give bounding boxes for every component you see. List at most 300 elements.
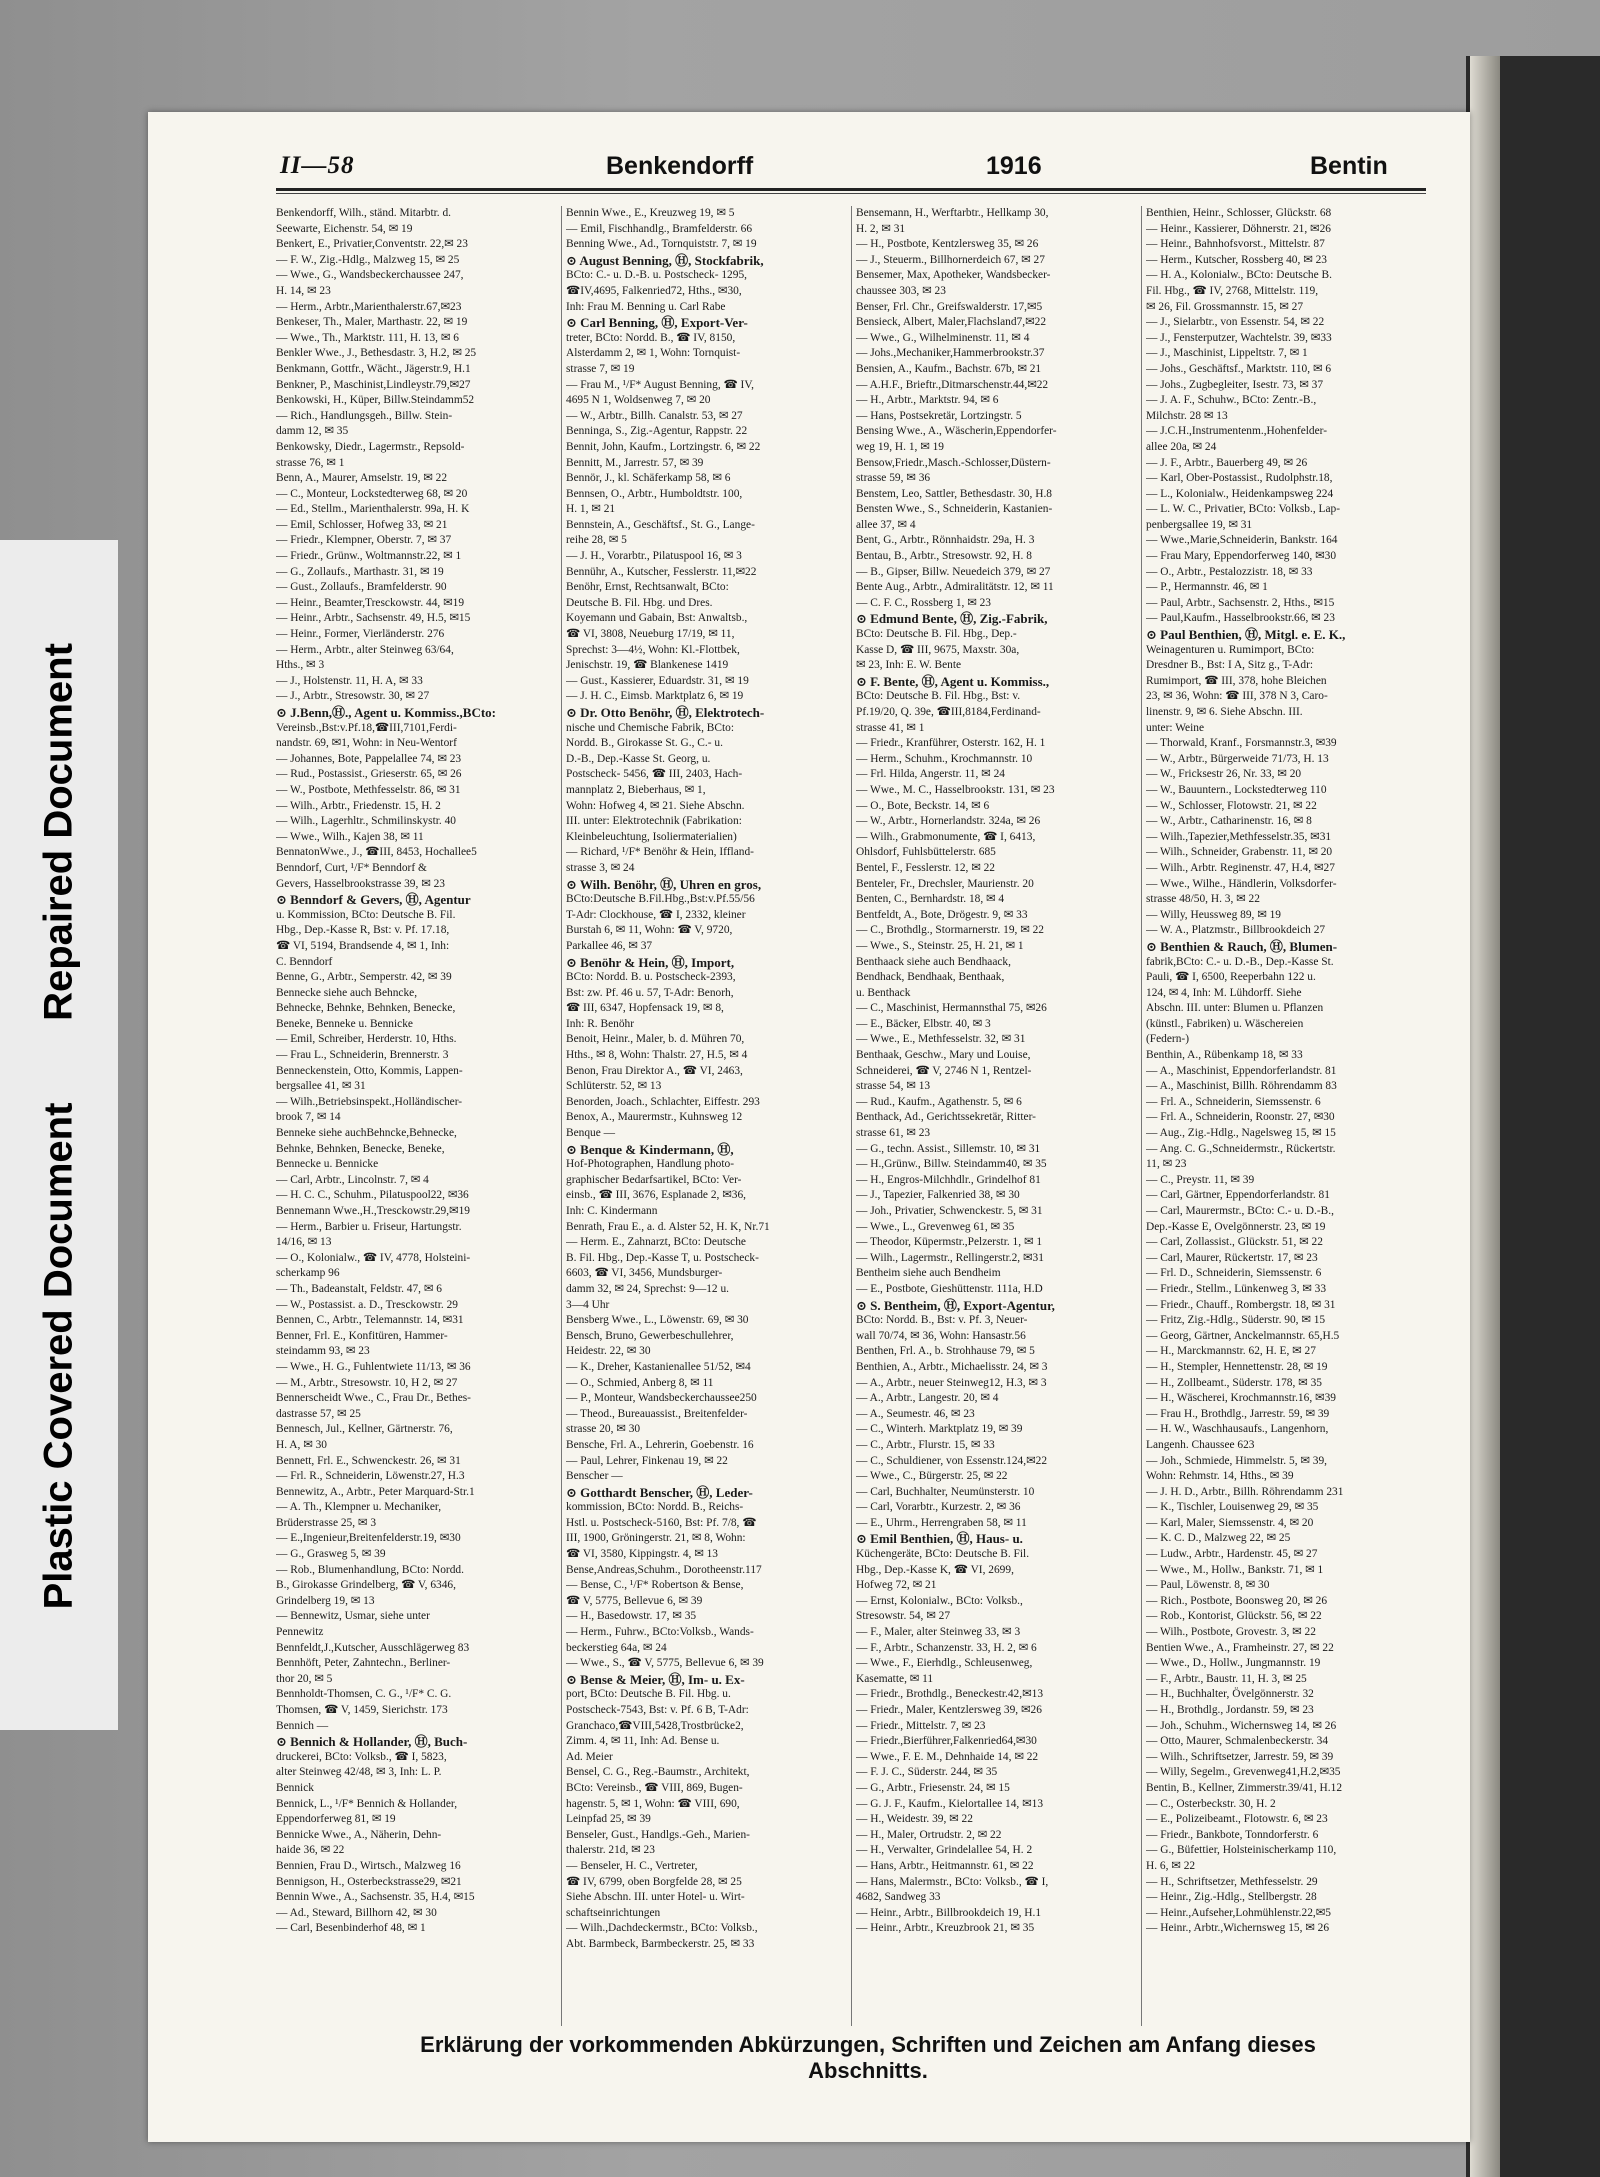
directory-entry: Rumimport, ☎ III, 378, hohe Bleichen xyxy=(1146,674,1327,687)
directory-entry: — Gust., Zollaufs., Bramfelderstr. 90 xyxy=(276,581,447,594)
directory-entry: Benon, Frau Direktor A., ☎ VI, 2463, xyxy=(566,1064,743,1077)
directory-entry: Benn, A., Maurer, Amselstr. 19, ✉ 22 xyxy=(276,472,448,485)
directory-entry: H. 6, ✉ 22 xyxy=(1146,1859,1196,1872)
directory-entry: — Willy, Heussweg 89, ✉ 19 xyxy=(1146,908,1282,921)
directory-entry: H. A, ✉ 30 xyxy=(276,1438,327,1451)
directory-entry: — Thorwald, Kranf., Forsmannstr.3, ✉39 xyxy=(1146,737,1337,750)
directory-entry: linenstr. 9, ✉ 6. Siehe Abschn. III. xyxy=(1146,706,1303,718)
directory-entry: — Carl, Gärtner, Eppendorferlandstr. 81 xyxy=(1146,1189,1330,1202)
directory-entry: — Emil, Fischhandlg., Bramfelderstr. 66 xyxy=(566,222,753,235)
directory-entry: — L., Kolonialw., Heidenkampsweg 224 xyxy=(1146,487,1334,500)
directory-entry: III. unter: Elektrotechnik (Fabrikation: xyxy=(566,815,742,828)
directory-entry: Inh: Frau M. Benning u. Carl Rabe xyxy=(566,300,726,313)
directory-entry: Bensel, C. G., Reg.-Baumstr., Architekt, xyxy=(566,1766,750,1779)
directory-entry: Burstah 6, ✉ 11, Wohn: ☎ V, 9720, xyxy=(566,924,733,937)
directory-entry: Inh: C. Kindermann xyxy=(566,1205,658,1217)
directory-entry: reihe 28, ✉ 5 xyxy=(566,534,627,547)
running-head-right: Bentin xyxy=(1310,152,1388,180)
directory-entry: — Paul, Arbtr., Sachsenstr. 2, Hths., ✉15 xyxy=(1146,596,1335,609)
directory-entry: — Wilh., Schriftsetzer, Jarrestr. 59, ✉ 39 xyxy=(1146,1750,1334,1763)
directory-entry: — Friedr., Grünw., Woltmannstr.22, ✉ 1 xyxy=(276,550,462,563)
directory-entry: — Wwe., H. G., Fuhlentwiete 11/13, ✉ 36 xyxy=(276,1360,471,1373)
directory-entry: H. 2, ✉ 31 xyxy=(856,222,906,235)
directory-entry: — Friedr.,Bierführer,Falkenried64,✉30 xyxy=(856,1735,1037,1748)
directory-entry: Bennesch, Jul., Kellner, Gärtnerstr. 76, xyxy=(276,1423,453,1436)
directory-entry: Kasse D, ☎ III, 9675, Maxstr. 30a, xyxy=(856,643,1020,656)
directory-entry: — Heinr., Zig.-Hdlg., Stellbergstr. 28 xyxy=(1146,1891,1317,1904)
directory-entry: Deutsche B. Fil. Hbg. und Dres. xyxy=(566,596,713,609)
directory-entry: — J., Steuerm., Billhornerdeich 67, ✉ 27 xyxy=(856,253,1045,266)
directory-entry: — G., Grasweg 5, ✉ 39 xyxy=(276,1548,386,1561)
directory-entry: — W. A., Platzmstr., Billbrookdeich 27 xyxy=(1146,924,1326,937)
directory-entry: — G., techn. Assist., Sillemstr. 10, ✉ 31 xyxy=(856,1142,1041,1155)
directory-entry: — Joh., Schuhm., Wichernsweg 14, ✉ 26 xyxy=(1146,1719,1337,1732)
directory-entry: C. Benndorf xyxy=(276,955,333,968)
directory-entry: BCto: C.- u. D.-B. u. Postscheck- 1295, xyxy=(566,269,747,282)
directory-entry: — Wwe., S., ☎ V, 5775, Bellevue 6, ✉ 39 xyxy=(566,1657,764,1670)
directory-entry: bergsallee 41, ✉ 31 xyxy=(276,1080,366,1093)
directory-entry: — Rud., Kaufm., Agathenstr. 5, ✉ 6 xyxy=(856,1095,1022,1108)
directory-entry: — Wwe., L., Grevenweg 61, ✉ 35 xyxy=(856,1220,1015,1233)
directory-entry: strasse 54, ✉ 13 xyxy=(856,1080,931,1093)
directory-entry: — Herm., Fuhrw., BCto:Volksb., Wands- xyxy=(566,1626,754,1639)
directory-entry: — Wilh., Postbote, Grovestr. 3, ✉ 22 xyxy=(1146,1626,1316,1639)
directory-entry: Benöhr, Ernst, Rechtsanwalt, BCto: xyxy=(566,581,729,594)
directory-entry: Bennemann Wwe.,H.,Tresckowstr.29,✉19 xyxy=(276,1205,470,1217)
directory-entry: wall 70/74, ✉ 36, Wohn: Hansastr.56 xyxy=(856,1329,1026,1342)
directory-entry: Bentien Wwe., A., Framheinstr. 27, ✉ 22 xyxy=(1146,1641,1334,1654)
directory-entry: Benthen, Frl. A., b. Strohhause 79, ✉ 5 xyxy=(856,1345,1035,1358)
directory-entry: — Ang. C. G.,Schneidermstr., Rückertstr. xyxy=(1146,1142,1336,1155)
directory-entry: Bennit, John, Kaufm., Lortzingstr. 6, ✉ 22 xyxy=(566,440,761,453)
directory-entry: Benox, A., Maurermstr., Kuhnsweg 12 xyxy=(566,1111,743,1124)
abbreviations-note: Erklärung der vorkommenden Abkürzungen, Schriften und Zeichen am Anfang dieses Abschnitts. xyxy=(420,2032,1316,2083)
directory-entry: Bente Aug., Arbtr., Admiralitätstr. 12, ✉ 11 xyxy=(856,581,1054,594)
directory-entry: — Bense, C., ¹/F* Robertson & Bense, xyxy=(566,1579,744,1592)
directory-entry: einsb., ☎ III, 3676, Esplanade 2, ✉36, xyxy=(566,1189,747,1202)
directory-entry: — W., Arbtr., Billh. Canalstr. 53, ✉ 27 xyxy=(566,409,743,422)
directory-entry: Ohlsdorf, Fuhlsbüttelerstr. 685 xyxy=(856,846,996,859)
directory-entry: — A., Maschinist, Billh. Röhrendamm 83 xyxy=(1146,1080,1337,1093)
directory-entry: Pf.19/20, Q. 39e, ☎III,8184,Ferdinand- xyxy=(856,706,1041,718)
directory-entry: ⊙ Benque & Kindermann, Ⓗ, xyxy=(566,1141,734,1157)
directory-entry: — Herm. E., Zahnarzt, BCto: Deutsche xyxy=(566,1236,746,1249)
directory-entry: — F., Arbtr., Schanzenstr. 33, H. 2, ✉ 6 xyxy=(856,1641,1037,1654)
directory-entry: nandstr. 69, ✉1, Wohn: in Neu-Wentorf xyxy=(276,737,457,750)
directory-entry: Vereinsb.,Bst:v.Pf.18,☎III,7101,Ferdi- xyxy=(276,721,457,734)
directory-entry: — Wilh.,Betriebsinspekt.,Holländischer- xyxy=(276,1095,463,1108)
directory-entry: — Wilh.,Dachdeckermstr., BCto: Volksb., xyxy=(566,1922,758,1935)
directory-entry: Benkert, E., Privatier,Conventstr. 22,✉ 23 xyxy=(276,238,468,251)
directory-entry: ☎IV,4695, Falkenried72, Hths., ✉30, xyxy=(566,284,742,297)
directory-entry: T-Adr: Clockhouse, ☎ I, 2332, kleiner xyxy=(566,908,746,921)
directory-entry: — Heinr., Arbtr., Kreuzbrook 21, ✉ 35 xyxy=(856,1922,1035,1935)
directory-entry: — Wwe., Th., Marktstr. 111, H. 13, ✉ 6 xyxy=(276,331,459,344)
directory-entry: — Frau Mary, Eppendorferweg 140, ✉30 xyxy=(1146,550,1337,563)
directory-entry: — C., Brothdlg., Stormarnerstr. 19, ✉ 22 xyxy=(856,924,1044,937)
directory-entry: Bentin, B., Kellner, Zimmerstr.39/41, H.12 xyxy=(1146,1781,1343,1794)
directory-entry: Zimm. 4, ✉ 11, Inh: Ad. Bense u. xyxy=(566,1735,720,1748)
directory-entry: — H., Verwalter, Grindelallee 54, H. 2 xyxy=(856,1844,1033,1857)
directory-entry: — W., Fricksestr 26, Nr. 33, ✉ 20 xyxy=(1146,768,1302,781)
directory-entry: — J. H. D., Arbtr., Billh. Röhrendamm 231 xyxy=(1146,1485,1344,1498)
directory-entry: — A., Seumestr. 46, ✉ 23 xyxy=(856,1407,975,1420)
directory-entry: — Karl, Maler, Siemssenstr. 4, ✉ 20 xyxy=(1146,1516,1314,1529)
directory-entry: ☎ VI, 5194, Brandsende 4, ✉ 1, Inh: xyxy=(276,939,450,952)
directory-entry: Benthin, A., Rübenkamp 18, ✉ 33 xyxy=(1146,1049,1303,1062)
directory-entry: weg 19, H. 1, ✉ 19 xyxy=(856,440,945,453)
directory-entry: Bennich — xyxy=(276,1719,329,1732)
directory-entry: Weinagenturen u. Rumimport, BCto: xyxy=(1146,643,1315,656)
directory-entry: — Frl. A., Schneiderin, Roonstr. 27, ✉30 xyxy=(1146,1111,1335,1124)
directory-entry: Pennewitz xyxy=(276,1626,324,1639)
directory-entry: — E., Postbote, Gieshüttenstr. 111a, H.D xyxy=(856,1282,1043,1295)
directory-entry: — F. J. C., Süderstr. 244, ✉ 35 xyxy=(856,1766,998,1779)
directory-entry: kommission, BCto: Nordd. B., Reichs- xyxy=(566,1501,744,1514)
directory-entry: — Wwe., Wilhe., Händlerin, Volksdorfer- xyxy=(1146,877,1337,890)
directory-entry: — K., Dreher, Kastanienallee 51/52, ✉4 xyxy=(566,1360,751,1373)
directory-entry: strasse 41, ✉ 1 xyxy=(856,721,925,734)
directory-entry: Bent, G., Arbtr., Rönnhaidstr. 29a, H. 3 xyxy=(856,534,1035,547)
directory-entry: ⊙ Wilh. Benöhr, Ⓗ, Uhren en gros, xyxy=(566,876,762,892)
directory-entry: Bendhack, Bendhaak, Benthaak, xyxy=(856,971,1005,984)
directory-entry: Leinpfad 25, ✉ 39 xyxy=(566,1813,651,1826)
directory-entry: — Heinr.,Aufseher,Lohmühlenstr.22,✉5 xyxy=(1146,1906,1331,1919)
directory-entry: Wohn: Hofweg 4, ✉ 21. Siehe Abschn. xyxy=(566,799,745,812)
directory-entry: ⊙ Benthien & Rauch, Ⓗ, Blumen- xyxy=(1146,938,1338,954)
directory-entry: 124, ✉ 4, Inh: M. Lühdorff. Siehe xyxy=(1146,986,1302,999)
page-header xyxy=(280,152,1420,186)
directory-entry: — O., Bote, Beckstr. 14, ✉ 6 xyxy=(856,799,990,812)
directory-entry: BCto: Nordd. B. u. Postscheck-2393, xyxy=(566,971,736,984)
directory-entry: — Wilh., Arbtr. Reginenstr. 47, H.4, ✉27 xyxy=(1146,861,1335,874)
directory-entry: — J., Maschinist, Lippeltstr. 7, ✉ 1 xyxy=(1146,347,1308,360)
header-rule xyxy=(276,188,1426,191)
directory-entry: — W., Schlosser, Flotowstr. 21, ✉ 22 xyxy=(1146,799,1317,812)
directory-entry: Hbg., Dep.-Kasse K, ☎ VI, 2699, xyxy=(856,1563,1014,1576)
directory-entry: ⊙ Emil Benthien, Ⓗ, Haus- u. xyxy=(856,1531,1023,1547)
directory-entry: Abt. Barmbeck, Barmbeckerstr. 25, ✉ 33 xyxy=(566,1937,755,1950)
directory-entry: Bennecke siehe auch Behncke, xyxy=(276,986,418,999)
directory-entry: — Benseler, H. C., Vertreter, xyxy=(566,1859,698,1872)
directory-entry: Bensemer, Max, Apotheker, Wandsbecker- xyxy=(856,269,1051,282)
directory-entry: — Johannes, Bote, Pappelallee 74, ✉ 23 xyxy=(276,752,462,765)
directory-entry: — Friedr., Bankbote, Tonndorferstr. 6 xyxy=(1146,1828,1319,1841)
directory-entry: Inh: R. Benöhr xyxy=(566,1017,635,1030)
directory-entry: BCto: Vereinsb., ☎ VIII, 869, Bugen- xyxy=(566,1781,743,1794)
directory-entry: ⊙ August Benning, Ⓗ, Stockfabrik, xyxy=(566,252,764,268)
directory-entry: Eppendorferweg 81, ✉ 19 xyxy=(276,1813,396,1826)
directory-entry: brook 7, ✉ 14 xyxy=(276,1111,341,1124)
directory-entry: — Wwe., F. E. M., Dehnhaide 14, ✉ 22 xyxy=(856,1750,1039,1763)
directory-entry: Nordd. B., Girokasse St. G., C.- u. xyxy=(566,737,723,750)
directory-entry: — Hans, Arbtr., Heitmannstr. 61, ✉ 22 xyxy=(856,1859,1034,1872)
directory-entry: Bentau, B., Arbtr., Stresowstr. 92, H. 8 xyxy=(856,550,1032,563)
directory-entry: Bensing Wwe., A., Wäscherin,Eppendorfer- xyxy=(856,425,1057,438)
directory-entry: dastrasse 57, ✉ 25 xyxy=(276,1407,361,1420)
directory-entry: Bennsen, O., Arbtr., Humboldtstr. 100, xyxy=(566,487,743,500)
directory-entry: Bennett, Frl. E., Schwenckestr. 26, ✉ 31 xyxy=(276,1454,461,1467)
directory-entry: Beneke, Benneke u. Bennicke xyxy=(276,1017,413,1030)
directory-entry: — Herm., Schuhm., Krochmannstr. 10 xyxy=(856,752,1033,765)
directory-entry: — O., Schmied, Anberg 8, ✉ 11 xyxy=(566,1376,714,1389)
directory-entry: — Friedr., Stellm., Lünkenweg 3, ✉ 33 xyxy=(1146,1282,1327,1295)
directory-entry: — Ad., Steward, Billhorn 42, ✉ 30 xyxy=(276,1906,437,1919)
directory-entry: — C., Preystr. 11, ✉ 39 xyxy=(1146,1173,1255,1186)
directory-entry: — Carl, Maurer, Rückertstr. 17, ✉ 23 xyxy=(1146,1251,1318,1264)
directory-entry: strasse 61, ✉ 23 xyxy=(856,1127,931,1140)
directory-entry: — H.,Grünw., Billw. Steindamm40, ✉ 35 xyxy=(856,1158,1047,1171)
directory-entry: — Joh., Privatier, Schwenckestr. 5, ✉ 31 xyxy=(856,1205,1043,1217)
directory-entry: — Wwe., M. C., Hasselbrookstr. 131, ✉ 23 xyxy=(856,783,1055,796)
directory-entry: — Wwe., G., Wilhelminenstr. 11, ✉ 4 xyxy=(856,331,1030,344)
directory-entry: Hstl. u. Postscheck-5160, Bst: Pf. 7/8, ☎ xyxy=(566,1516,757,1529)
directory-entry: — Frl. A., Schneiderin, Siemssenstr. 6 xyxy=(1146,1095,1321,1108)
directory-entry: — H., Zollbeamt., Süderstr. 178, ✉ 35 xyxy=(1146,1376,1322,1389)
directory-entry: Benkner, P., Maschinist,Lindleystr.79,✉27 xyxy=(276,378,471,391)
directory-entry: — J.C.H.,Instrumentenm.,Hohenfelder- xyxy=(1146,425,1328,438)
directory-entry: — H., Maler, Ortrudstr. 2, ✉ 22 xyxy=(856,1828,1002,1841)
directory-entry: Benthaack siehe auch Bendhaack, xyxy=(856,955,1011,968)
directory-entry: — Paul,Kaufm., Hasselbrookstr.66, ✉ 23 xyxy=(1146,612,1335,625)
directory-entry: — J., Arbtr., Stresowstr. 30, ✉ 27 xyxy=(276,690,430,703)
directory-entry: — Karl, Ober-Postassist., Rudolphstr.18, xyxy=(1146,472,1333,485)
directory-entry: Bst: zw. Pf. 46 u. 57, T-Adr: Benorh, xyxy=(566,986,734,999)
directory-entry: steindamm 93, ✉ 23 xyxy=(276,1345,370,1358)
directory-entry: Bensemann, H., Werftarbtr., Hellkamp 30, xyxy=(856,207,1049,219)
directory-entry: Benne, G., Arbtr., Semperstr. 42, ✉ 39 xyxy=(276,971,452,984)
directory-entry: — Frl. Hilda, Angerstr. 11, ✉ 24 xyxy=(856,768,1005,781)
directory-entry: Brüderstrasse 25, ✉ 3 xyxy=(276,1516,377,1529)
directory-entry: Benseler, Gust., Handlgs.-Geh., Marien- xyxy=(566,1828,750,1841)
directory-entry: Schneiderei, ☎ V, 2746 N 1, Rentzel- xyxy=(856,1064,1032,1077)
directory-entry: — Johs., Zugbegleiter, Isestr. 73, ✉ 37 xyxy=(1146,378,1324,391)
directory-entry: Benner, Frl. E., Konfitüren, Hammer- xyxy=(276,1329,448,1342)
directory-entry: damm 12, ✉ 35 xyxy=(276,425,349,438)
directory-entry: strasse 76, ✉ 1 xyxy=(276,456,345,469)
directory-entry: Siehe Abschn. III. unter Hotel- u. Wirt- xyxy=(566,1891,745,1904)
directory-entry: — B., Gipser, Billw. Neuedeich 379, ✉ 27 xyxy=(856,565,1051,578)
directory-entry: — J. H., Vorarbtr., Pilatuspool 16, ✉ 3 xyxy=(566,550,742,563)
directory-entry: Bennin Wwe., E., Kreuzweg 19, ✉ 5 xyxy=(566,207,735,219)
directory-entry: ⊙ Paul Benthien, Ⓗ, Mitgl. e. E. K., xyxy=(1146,627,1346,643)
directory-entry: — Ludw., Arbtr., Hardenstr. 45, ✉ 27 xyxy=(1146,1548,1318,1561)
directory-entry: Bennewitz, A., Arbtr., Peter Marquard-Str.1 xyxy=(276,1485,475,1498)
directory-entry: — Paul, Löwenstr. 8, ✉ 30 xyxy=(1146,1579,1270,1592)
directory-entry: — Theodor, Küpermstr.,Pelzerstr. 1, ✉ 1 xyxy=(856,1236,1043,1249)
directory-entry: ⊙ S. Bentheim, Ⓗ, Export-Agentur, xyxy=(856,1297,1055,1313)
directory-entry: — Carl, Besenbinderhof 48, ✉ 1 xyxy=(276,1922,426,1935)
directory-entry: ☎ III, 6347, Hopfensack 19, ✉ 8, xyxy=(566,1002,724,1015)
directory-entry: ☎ VI, 3580, Kippingstr. 4, ✉ 13 xyxy=(566,1548,718,1561)
directory-entry: thalerstr. 21d, ✉ 23 xyxy=(566,1844,655,1857)
directory-entry: unter: Weine xyxy=(1146,721,1205,734)
directory-entry: — W., Arbtr., Catharinenstr. 16, ✉ 8 xyxy=(1146,815,1312,828)
directory-entry: — J., Sielarbtr., von Essenstr. 54, ✉ 22 xyxy=(1146,316,1325,329)
directory-entry: Langenh. Chaussee 623 xyxy=(1146,1438,1255,1451)
page-year: 1916 xyxy=(986,152,1042,180)
directory-entry: Behnecke, Behnke, Behnken, Benecke, xyxy=(276,1002,456,1015)
directory-entry: Benkendorff, Wilh., ständ. Mitarbtr. d. xyxy=(276,207,452,219)
directory-entry: — Wwe., G., Wandsbeckerchaussee 247, xyxy=(276,269,464,282)
directory-page xyxy=(148,112,1470,2142)
directory-entry: treter, BCto: Nordd. B., ☎ IV, 8150, xyxy=(566,331,736,344)
directory-entry: (künstl., Fabriken) u. Wäschereien xyxy=(1146,1017,1304,1030)
directory-entry: Sprechst: 3—4½, Wohn: Kl.-Flottbek, xyxy=(566,643,740,656)
directory-entry: — Willy, Segelm., Grevenweg41,H.2,✉35 xyxy=(1146,1766,1341,1779)
directory-entry: Abschn. III. unter: Blumen u. Pflanzen xyxy=(1146,1002,1324,1015)
directory-entry: graphischer Bedarfsartikel, BCto: Ver- xyxy=(566,1173,742,1186)
column-divider xyxy=(1141,206,1142,2026)
directory-entry: Schlüterstr. 52, ✉ 13 xyxy=(566,1080,662,1093)
directory-entry: Bennitt, M., Jarrestr. 57, ✉ 39 xyxy=(566,456,704,469)
directory-entry: — Wilh., Arbtr., Friedenstr. 15, H. 2 xyxy=(276,799,441,812)
directory-entry: Behnke, Behnken, Benecke, Beneke, xyxy=(276,1142,445,1155)
directory-entry: — Heinr., Former, Vierländerstr. 276 xyxy=(276,628,445,641)
directory-entry: Hbg., Dep.-Kasse R, Bst: v. Pf. 17.18, xyxy=(276,924,450,937)
directory-entry: nische und Chemische Fabrik, BCto: xyxy=(566,721,734,734)
directory-entry: Hof-Photographen, Handlung photo- xyxy=(566,1158,734,1171)
directory-entry: ⊙ Bense & Meier, Ⓗ, Im- u. Ex- xyxy=(566,1671,745,1687)
directory-column-3 xyxy=(856,206,1138,2006)
directory-entry: Benning Wwe., Ad., Tornquiststr. 7, ✉ 19 xyxy=(566,238,757,251)
directory-entry: — Heinr., Arbtr.,Wichernsweg 15, ✉ 26 xyxy=(1146,1922,1330,1935)
directory-entry: — J., Fensterputzer, Wachtelstr. 39, ✉33 xyxy=(1146,331,1332,344)
directory-entry: — G., Büfettier, Holsteinischerkamp 110, xyxy=(1146,1844,1337,1857)
directory-entry: 11, ✉ 23 xyxy=(1146,1158,1187,1171)
directory-entry: — H., Schriftsetzer, Methfesselstr. 29 xyxy=(1146,1875,1318,1888)
directory-entry: — Johs., Geschäftsf., Marktstr. 110, ✉ 6 xyxy=(1146,362,1332,375)
directory-entry: Bennör, J., kl. Schäferkamp 58, ✉ 6 xyxy=(566,472,731,485)
directory-entry: — Heinr., Bahnhofsvorst., Mittelstr. 87 xyxy=(1146,238,1325,251)
directory-entry: mannplatz 2, Bieberhaus, ✉ 1, xyxy=(566,783,706,796)
directory-entry: Bennicke Wwe., A., Näherin, Dehn- xyxy=(276,1828,442,1841)
directory-entry: — Heinr., Arbtr., Billbrookdeich 19, H.1 xyxy=(856,1906,1042,1919)
directory-entry: — E., Polizeibeamt., Flotowstr. 6, ✉ 23 xyxy=(1146,1813,1328,1826)
directory-entry: — Friedr., Brothdlg., Beneckestr.42,✉13 xyxy=(856,1688,1044,1701)
directory-entry: BCto: Nordd. B., Bst: v. Pf. 3, Neuer- xyxy=(856,1314,1028,1327)
directory-entry: allee 20a, ✉ 24 xyxy=(1146,440,1217,453)
directory-entry: Bentheim siehe auch Bendheim xyxy=(856,1267,1001,1280)
directory-entry: — G., Arbtr., Friesenstr. 24, ✉ 15 xyxy=(856,1781,1010,1794)
directory-entry: thor 20, ✉ 5 xyxy=(276,1672,333,1685)
directory-entry: — K. C. D., Malzweg 22, ✉ 25 xyxy=(1146,1532,1291,1545)
directory-entry: — A., Arbtr., Langestr. 20, ✉ 4 xyxy=(856,1392,999,1405)
directory-entry: Thomsen, ☎ V, 1459, Sierichstr. 173 xyxy=(276,1704,448,1716)
directory-entry: Heidestr. 22, ✉ 30 xyxy=(566,1345,651,1358)
directory-entry: ✉ 23, Inh: E. W. Bente xyxy=(856,659,962,672)
directory-entry: — W., Arbtr., Hornerlandstr. 324a, ✉ 26 xyxy=(856,815,1041,828)
directory-entry: ⊙ F. Bente, Ⓗ, Agent u. Kommiss., xyxy=(856,673,1050,689)
directory-entry: Dep.-Kasse E, Ovelgönnerstr. 23, ✉ 19 xyxy=(1146,1220,1326,1233)
directory-entry: Benkmann, Gottfr., Wächt., Jägerstr.9, H.1 xyxy=(276,362,471,375)
directory-entry: Postscheck- 5456, ☎ III, 2403, Hach- xyxy=(566,768,743,781)
directory-entry: ⊙ Carl Benning, Ⓗ, Export-Ver- xyxy=(566,315,748,331)
directory-entry: — Rob., Blumenhandlung, BCto: Nordd. xyxy=(276,1563,464,1576)
directory-entry: — C., Winterh. Marktplatz 19, ✉ 39 xyxy=(856,1423,1023,1436)
directory-entry: strasse 59, ✉ 36 xyxy=(856,472,931,485)
directory-entry: — E., Bäcker, Elbstr. 40, ✉ 3 xyxy=(856,1017,991,1030)
directory-entry: — J., Holstenstr. 11, H. A, ✉ 33 xyxy=(276,674,423,687)
directory-entry: (Federn-) xyxy=(1146,1033,1190,1046)
directory-entry: — Wilh.,Tapezier,Methfesselstr.35, ✉31 xyxy=(1146,830,1332,843)
directory-entry: Benteler, Fr., Drechsler, Maurienstr. 20 xyxy=(856,877,1034,890)
directory-entry: — Emil, Schlosser, Hofweg 33, ✉ 21 xyxy=(276,518,448,531)
directory-entry: — H., Weidestr. 39, ✉ 22 xyxy=(856,1813,973,1826)
directory-entry: — Richard, ¹/F* Benöhr & Hein, Iffland- xyxy=(566,846,754,859)
directory-entry: — Herm., Kutscher, Rossberg 40, ✉ 23 xyxy=(1146,253,1327,266)
directory-entry: — Wwe., E., Methfesselstr. 32, ✉ 31 xyxy=(856,1033,1026,1046)
directory-entry: Alsterdamm 2, ✉ 1, Wohn: Tornquist- xyxy=(566,347,741,360)
directory-entry: — P., Hermannstr. 46, ✉ 1 xyxy=(1146,581,1268,594)
directory-entry: Bense,Andreas,Schuhm., Dorotheenstr.117 xyxy=(566,1563,762,1576)
directory-entry: Bensien, A., Kaufm., Bachstr. 67b, ✉ 21 xyxy=(856,362,1042,375)
directory-entry: Benkler Wwe., J., Bethesdastr. 3, H.2, ✉ 25 xyxy=(276,347,477,360)
directory-column-2 xyxy=(566,206,848,2006)
directory-entry: scherkamp 96 xyxy=(276,1267,340,1280)
directory-entry: — Herm., Arbtr., alter Steinweg 63/64, xyxy=(276,643,454,656)
directory-entry: — Carl, Zollassist., Glückstr. 51, ✉ 22 xyxy=(1146,1236,1323,1249)
repaired-document-text: Repaired Document xyxy=(36,643,81,1021)
plastic-covered-text: Plastic Covered Document xyxy=(36,1102,81,1610)
directory-entry: Bensieck, Albert, Maler,Flachsland7,✉22 xyxy=(856,316,1047,329)
directory-entry: Wohn: Rehmstr. 14, Hths., ✉ 39 xyxy=(1146,1470,1294,1483)
directory-entry: — Rich., Handlungsgeh., Billw. Stein- xyxy=(276,409,453,422)
directory-entry: schaftseinrichtungen xyxy=(566,1906,661,1919)
directory-entry: penbergsallee 19, ✉ 31 xyxy=(1146,518,1253,531)
header-rule-thin xyxy=(276,193,1426,194)
directory-entry: — Paul, Lehrer, Finkenau 19, ✉ 22 xyxy=(566,1454,728,1467)
directory-entry: — L. W. C., Privatier, BCto: Volksb., Lap- xyxy=(1146,503,1341,516)
directory-entry: Gevers, Hasselbrookstrasse 39, ✉ 23 xyxy=(276,877,445,890)
directory-entry: 6603, ☎ VI, 3456, Mundsburger- xyxy=(566,1267,723,1280)
directory-entry: — J., Tapezier, Falkenried 38, ✉ 30 xyxy=(856,1189,1020,1202)
directory-entry: — F. W., Zig.-Hdlg., Malzweg 15, ✉ 25 xyxy=(276,253,460,266)
directory-entry: B., Girokasse Grindelberg, ☎ V, 6346, xyxy=(276,1579,456,1592)
directory-entry: Hths., ✉ 8, Wohn: Thalstr. 27, H.5, ✉ 4 xyxy=(566,1049,748,1062)
directory-entry: — Frau H., Brothdlg., Jarrestr. 59, ✉ 39 xyxy=(1146,1407,1330,1420)
directory-entry: B. Fil. Hbg., Dep.-Kasse T, u. Postscheck- xyxy=(566,1251,759,1264)
directory-entry: Bensberg Wwe., L., Löwenstr. 69, ✉ 30 xyxy=(566,1314,749,1327)
directory-entry: — Hans, Postsekretär, Lortzingstr. 5 xyxy=(856,409,1022,422)
directory-entry: — G. J. F., Kaufm., Kielortallee 14, ✉13 xyxy=(856,1797,1044,1810)
directory-entry: hagenstr. 5, ✉ 1, Wohn: ☎ VIII, 690, xyxy=(566,1797,740,1810)
directory-entry: Benrath, Frau E., a. d. Alster 52, H. K, Nr.71 xyxy=(566,1220,770,1233)
directory-entry: ⊙ J.Benn,Ⓗ., Agent u. Kommiss.,BCto: xyxy=(276,705,496,720)
directory-entry: Kasematte, ✉ 11 xyxy=(856,1672,934,1685)
directory-entry: — Th., Badeanstalt, Feldstr. 47, ✉ 6 xyxy=(276,1282,442,1295)
directory-entry: — Wilh., Lagermstr., Rellingerstr.2, ✉31 xyxy=(856,1251,1044,1264)
directory-entry: — J. A. F., Schuhw., BCto: Zentr.-B., xyxy=(1146,394,1317,407)
directory-entry: Benthien, Heinr., Schlosser, Glückstr. 68 xyxy=(1146,207,1332,219)
directory-entry: Stresowstr. 54, ✉ 27 xyxy=(856,1610,951,1623)
directory-entry: — Emil, Schreiber, Herderstr. 10, Hths. xyxy=(276,1033,457,1046)
directory-entry: — Friedr., Kranführer, Osterstr. 162, H. 1 xyxy=(856,737,1046,750)
column-divider xyxy=(561,206,562,2026)
directory-entry: — Wwe., Wilh., Kajen 38, ✉ 11 xyxy=(276,830,424,843)
directory-entry: Bennerscheidt Wwe., C., Frau Dr., Bethes- xyxy=(276,1392,471,1405)
directory-entry: — Carl, Maurermstr., BCto: C.- u. D.-B., xyxy=(1146,1205,1334,1217)
directory-entry: Seewarte, Eichenstr. 54, ✉ 19 xyxy=(276,222,413,235)
directory-entry: Benorden, Joach., Schlachter, Eiffestr. 293 xyxy=(566,1095,760,1108)
directory-entry: Bennhöft, Peter, Zahntechn., Berliner- xyxy=(276,1657,451,1670)
directory-entry: Bensten Wwe., S., Schneiderin, Kastanien- xyxy=(856,503,1053,516)
directory-entry: Milchstr. 28 ✉ 13 xyxy=(1146,409,1228,422)
directory-entry: — A. Th., Klempner u. Mechaniker, xyxy=(276,1501,442,1514)
directory-entry: — Heinr., Kassierer, Döhnerstr. 21, ✉26 xyxy=(1146,222,1331,235)
page-edge xyxy=(1470,56,1500,2177)
directory-entry: — Frl. R., Schneiderin, Löwenstr.27, H.3 xyxy=(276,1470,465,1483)
